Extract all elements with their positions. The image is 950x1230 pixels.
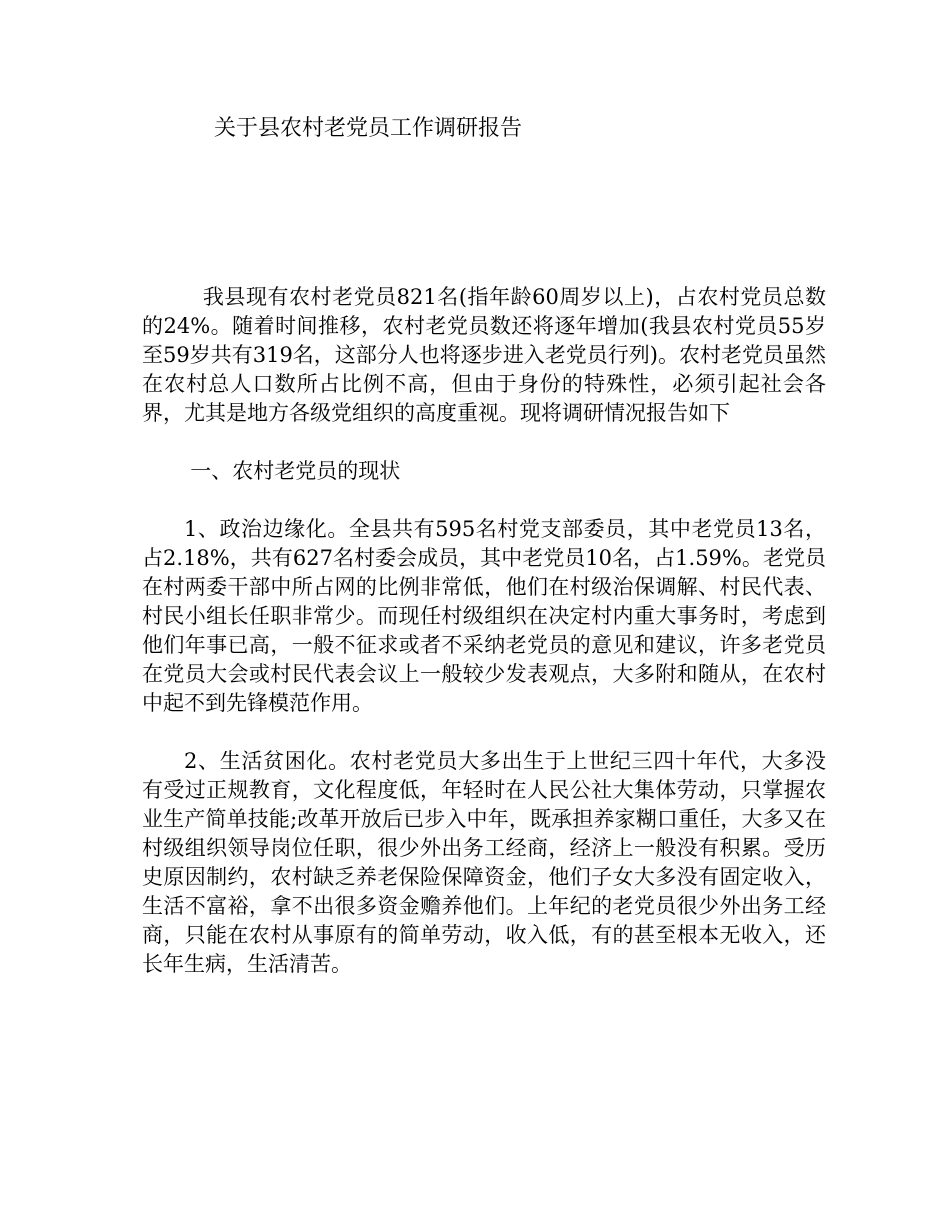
- section-heading: 一、农村老党员的现状: [190, 459, 401, 483]
- document-body: [142, 283, 826, 1008]
- document-title: 关于县农村老党员工作调研报告: [214, 116, 523, 141]
- intro-paragraph: 我县现有农村老党员821名(指年龄60周岁以上)，占农村党员总数的24%。随着时间推移，农村老党员数还将逐年增加(我县农村党员55岁至59岁共有319名，这部分人也将逐步进入老党员行列)。农村老党员虽然在农村总人口数所占比例不高，但由于身份的特殊性，必须引起社会各界，尤其是地方各级党组织的高度重视。现将调研情况报告如下: [142, 285, 826, 425]
- item-paragraph-1: 1、政治边缘化。全县共有595名村党支部委员，其中老党员13名，占2.18%，共有627名村委会成员，其中老党员10名，占1.59%。老党员在村两委干部中所占网的比例非常低，他们在村级治保调解、村民代表、村民小组长任职非常少。而现任村级组织在决定村内重大事务时，考虑到他们年事已高，一般不征求或者不采纳老党员的意见和建议，许多老党员在党员大会或村民代表会议上一般较少发表观点，大多附和随从，在农村中起不到先锋模范作用。: [142, 517, 826, 715]
- item-paragraph-2: 2、生活贫困化。农村老党员大多出生于上世纪三四十年代，大多没有受过正规教育，文化程度低，年轻时在人民公社大集体劳动，只掌握农业生产简单技能;改革开放后已步入中年，既承担养家糊口重任，大多又在村级组织领导岗位任职，很少外出务工经商，经济上一般没有积累。受历史原因制约，农村缺乏养老保险保障资金，他们子女大多没有固定收入，生活不富裕，拿不出很多资金赡养他们。上年纪的老党员很少外出务工经商，只能在农村从事原有的简单劳动，收入低，有的甚至根本无收入，还长年生病，生活清苦。: [142, 749, 826, 976]
